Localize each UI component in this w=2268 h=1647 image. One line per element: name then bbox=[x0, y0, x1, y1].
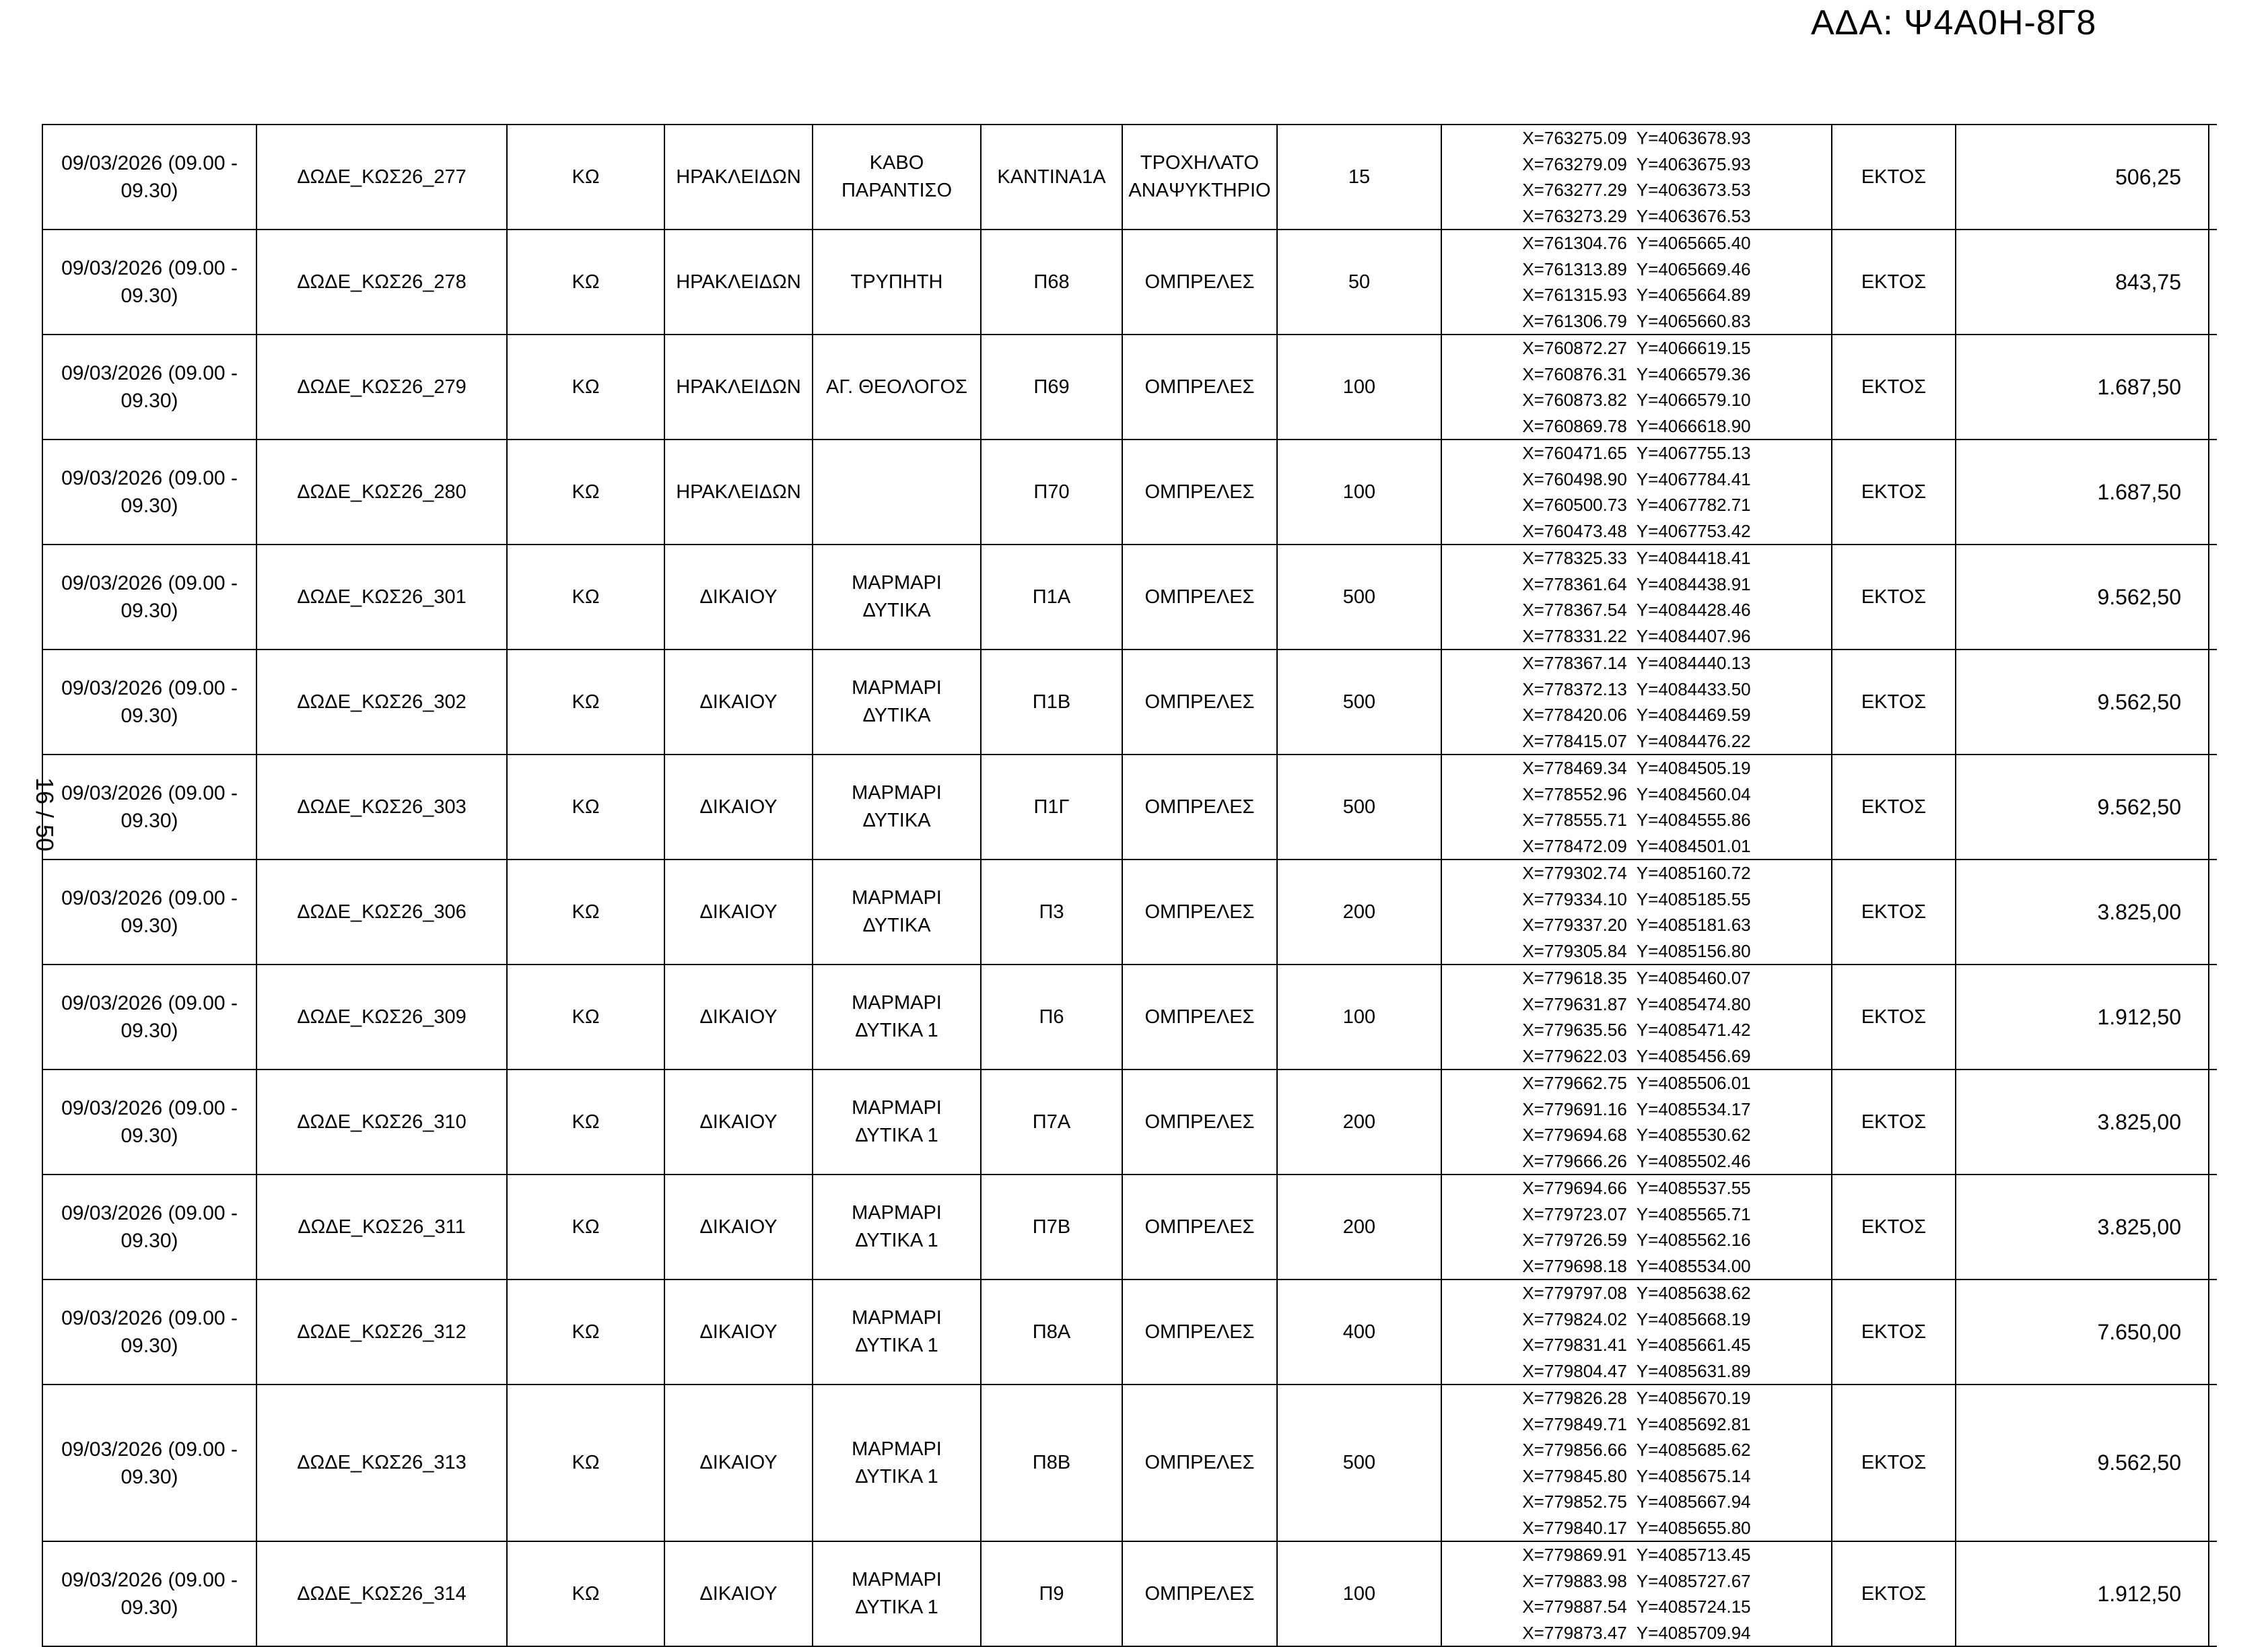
coordinate-line: X=778367.14 Y=4084440.13 bbox=[1522, 653, 1751, 673]
coordinate-line: X=779666.26 Y=4085502.46 bbox=[1522, 1150, 1751, 1171]
coordinate-line: X=779849.71 Y=4085692.81 bbox=[1522, 1413, 1751, 1434]
coordinate-line: X=778555.71 Y=4084555.86 bbox=[1522, 810, 1751, 830]
location-cell: ΜΑΡΜΑΡΙ ΔΥΤΙΚΑ 1 bbox=[813, 1175, 981, 1280]
spot-id-cell: Π8Β bbox=[981, 1385, 1122, 1541]
coordinate-line: X=779883.98 Y=4085727.67 bbox=[1522, 1570, 1751, 1591]
code-cell: ΔΩΔΕ_ΚΩΣ26_306 bbox=[256, 860, 507, 965]
price-cell: 9.562,50 bbox=[1956, 650, 2209, 755]
table-row bbox=[42, 755, 2217, 860]
coordinate-line: X=779691.16 Y=4085534.17 bbox=[1522, 1098, 1751, 1119]
coordinates-cell bbox=[1441, 650, 1832, 755]
table-row bbox=[42, 1385, 2217, 1541]
zone-cell: ΕΚΤΟΣ bbox=[1832, 755, 1956, 860]
table-edge-cell bbox=[2209, 335, 2217, 440]
price-cell: 9.562,50 bbox=[1956, 545, 2209, 650]
area-cell: 500 bbox=[1277, 1385, 1441, 1541]
date-cell: 09/03/2026 (09.00 - 09.30) bbox=[42, 230, 256, 335]
table-row bbox=[42, 860, 2217, 965]
use-cell: ΤΡΟΧΗΛΑΤΟ ΑΝΑΨΥΚΤΗΡΙΟ bbox=[1122, 125, 1277, 230]
coordinate-line: X=778372.13 Y=4084433.50 bbox=[1522, 678, 1751, 699]
coordinate-line: X=778472.09 Y=4084501.01 bbox=[1522, 835, 1751, 856]
date-cell: 09/03/2026 (09.00 - 09.30) bbox=[42, 965, 256, 1070]
table-row bbox=[42, 335, 2217, 440]
table-edge-cell bbox=[2209, 545, 2217, 650]
spot-id-cell: Π7Β bbox=[981, 1175, 1122, 1280]
island-cell: ΚΩ bbox=[507, 1385, 664, 1541]
table-edge-cell bbox=[2209, 1175, 2217, 1280]
spot-id-cell: Π1Β bbox=[981, 650, 1122, 755]
coordinate-line: X=760876.31 Y=4066579.36 bbox=[1522, 363, 1751, 384]
island-cell: ΚΩ bbox=[507, 1280, 664, 1385]
coordinate-line: X=779698.18 Y=4085534.00 bbox=[1522, 1255, 1751, 1276]
location-cell: ΚΑΒΟ ΠΑΡΑΝΤΙΣΟ bbox=[813, 125, 981, 230]
coordinate-line: X=763277.29 Y=4063673.53 bbox=[1522, 180, 1751, 200]
coordinate-line: X=778469.34 Y=4084505.19 bbox=[1522, 758, 1751, 778]
date-cell: 09/03/2026 (09.00 - 09.30) bbox=[42, 650, 256, 755]
island-cell: ΚΩ bbox=[507, 1541, 664, 1646]
table-edge-cell bbox=[2209, 860, 2217, 965]
table-row bbox=[42, 965, 2217, 1070]
municipal-unit-cell: ΔΙΚΑΙΟΥ bbox=[664, 650, 813, 755]
municipal-unit-cell: ΗΡΑΚΛΕΙΔΩΝ bbox=[664, 335, 813, 440]
spot-id-cell: Π8Α bbox=[981, 1280, 1122, 1385]
use-cell: ΟΜΠΡΕΛΕΣ bbox=[1122, 440, 1277, 545]
coordinates-cell bbox=[1441, 1070, 1832, 1175]
location-cell: ΜΑΡΜΑΡΙ ΔΥΤΙΚΑ 1 bbox=[813, 1541, 981, 1646]
code-cell: ΔΩΔΕ_ΚΩΣ26_310 bbox=[256, 1070, 507, 1175]
use-cell: ΟΜΠΡΕΛΕΣ bbox=[1122, 335, 1277, 440]
coordinate-line: X=779726.59 Y=4085562.16 bbox=[1522, 1230, 1751, 1250]
price-cell: 1.687,50 bbox=[1956, 335, 2209, 440]
island-cell: ΚΩ bbox=[507, 755, 664, 860]
zone-cell: ΕΚΤΟΣ bbox=[1832, 230, 1956, 335]
code-cell: ΔΩΔΕ_ΚΩΣ26_278 bbox=[256, 230, 507, 335]
municipal-unit-cell: ΗΡΑΚΛΕΙΔΩΝ bbox=[664, 440, 813, 545]
coordinate-line: X=779337.20 Y=4085181.63 bbox=[1522, 915, 1751, 935]
coordinate-line: X=779845.80 Y=4085675.14 bbox=[1522, 1465, 1751, 1486]
table-edge-cell bbox=[2209, 230, 2217, 335]
code-cell: ΔΩΔΕ_ΚΩΣ26_312 bbox=[256, 1280, 507, 1385]
zone-cell: ΕΚΤΟΣ bbox=[1832, 965, 1956, 1070]
area-cell: 200 bbox=[1277, 1175, 1441, 1280]
area-cell: 100 bbox=[1277, 1541, 1441, 1646]
coordinates-list bbox=[1442, 440, 1831, 544]
location-cell: ΑΓ. ΘΕΟΛΟΓΟΣ bbox=[813, 335, 981, 440]
date-cell: 09/03/2026 (09.00 - 09.30) bbox=[42, 1541, 256, 1646]
price-cell: 9.562,50 bbox=[1956, 1385, 2209, 1541]
location-cell: ΤΡΥΠΗΤΗ bbox=[813, 230, 981, 335]
date-cell: 09/03/2026 (09.00 - 09.30) bbox=[42, 1175, 256, 1280]
coordinate-line: X=779826.28 Y=4085670.19 bbox=[1522, 1388, 1751, 1408]
location-cell: ΜΑΡΜΑΡΙ ΔΥΤΙΚΑ 1 bbox=[813, 1280, 981, 1385]
price-cell: 7.650,00 bbox=[1956, 1280, 2209, 1385]
island-cell: ΚΩ bbox=[507, 125, 664, 230]
coordinate-line: X=778552.96 Y=4084560.04 bbox=[1522, 783, 1751, 804]
spot-id-cell: Π69 bbox=[981, 335, 1122, 440]
coordinate-line: X=763279.09 Y=4063675.93 bbox=[1522, 153, 1751, 174]
zone-cell: ΕΚΤΟΣ bbox=[1832, 1541, 1956, 1646]
coordinate-line: X=778415.07 Y=4084476.22 bbox=[1522, 730, 1751, 751]
coordinate-line: X=779302.74 Y=4085160.72 bbox=[1522, 863, 1751, 883]
ada-code: ΑΔΑ: Ψ4Α0Η-8Γ8 bbox=[1811, 3, 2097, 42]
island-cell: ΚΩ bbox=[507, 545, 664, 650]
coordinates-cell bbox=[1441, 965, 1832, 1070]
coordinates-list bbox=[1442, 1385, 1831, 1541]
coordinate-line: X=779887.54 Y=4085724.15 bbox=[1522, 1597, 1751, 1617]
location-cell: ΜΑΡΜΑΡΙ ΔΥΤΙΚΑ bbox=[813, 650, 981, 755]
code-cell: ΔΩΔΕ_ΚΩΣ26_314 bbox=[256, 1541, 507, 1646]
zone-cell: ΕΚΤΟΣ bbox=[1832, 1280, 1956, 1385]
code-cell: ΔΩΔΕ_ΚΩΣ26_277 bbox=[256, 125, 507, 230]
coordinate-line: X=779856.66 Y=4085685.62 bbox=[1522, 1440, 1751, 1460]
price-cell: 506,25 bbox=[1956, 125, 2209, 230]
zone-cell: ΕΚΤΟΣ bbox=[1832, 1385, 1956, 1541]
code-cell: ΔΩΔΕ_ΚΩΣ26_309 bbox=[256, 965, 507, 1070]
island-cell: ΚΩ bbox=[507, 650, 664, 755]
spot-id-cell: Π6 bbox=[981, 965, 1122, 1070]
island-cell: ΚΩ bbox=[507, 440, 664, 545]
document-sheet bbox=[42, 124, 2216, 1643]
spot-id-cell: Π68 bbox=[981, 230, 1122, 335]
spot-id-cell: Π1Γ bbox=[981, 755, 1122, 860]
coordinate-line: X=779334.10 Y=4085185.55 bbox=[1522, 888, 1751, 909]
municipal-unit-cell: ΗΡΑΚΛΕΙΔΩΝ bbox=[664, 230, 813, 335]
island-cell: ΚΩ bbox=[507, 1070, 664, 1175]
area-cell: 500 bbox=[1277, 650, 1441, 755]
coordinate-line: X=779305.84 Y=4085156.80 bbox=[1522, 940, 1751, 961]
area-cell: 50 bbox=[1277, 230, 1441, 335]
table-edge-cell bbox=[2209, 1070, 2217, 1175]
island-cell: ΚΩ bbox=[507, 1175, 664, 1280]
coordinate-line: X=779804.47 Y=4085631.89 bbox=[1522, 1360, 1751, 1381]
table-row bbox=[42, 650, 2217, 755]
coordinate-line: X=779618.35 Y=4085460.07 bbox=[1522, 968, 1751, 988]
location-cell: ΜΑΡΜΑΡΙ ΔΥΤΙΚΑ bbox=[813, 860, 981, 965]
coordinate-line: X=779694.66 Y=4085537.55 bbox=[1522, 1178, 1751, 1198]
coordinates-list bbox=[1442, 860, 1831, 964]
table-edge-cell bbox=[2209, 965, 2217, 1070]
coordinates-cell bbox=[1441, 1541, 1832, 1646]
municipal-unit-cell: ΗΡΑΚΛΕΙΔΩΝ bbox=[664, 125, 813, 230]
auction-table bbox=[42, 124, 2217, 1647]
table-edge-cell bbox=[2209, 1280, 2217, 1385]
page-number: 16 / 50 bbox=[31, 777, 59, 852]
coordinate-line: X=779635.56 Y=4085471.42 bbox=[1522, 1020, 1751, 1040]
spot-id-cell: Π9 bbox=[981, 1541, 1122, 1646]
coordinate-line: X=760500.73 Y=4067782.71 bbox=[1522, 495, 1751, 515]
municipal-unit-cell: ΔΙΚΑΙΟΥ bbox=[664, 860, 813, 965]
coordinate-line: X=779824.02 Y=4085668.19 bbox=[1522, 1308, 1751, 1329]
table-edge-cell bbox=[2209, 650, 2217, 755]
island-cell: ΚΩ bbox=[507, 335, 664, 440]
code-cell: ΔΩΔΕ_ΚΩΣ26_301 bbox=[256, 545, 507, 650]
date-cell: 09/03/2026 (09.00 - 09.30) bbox=[42, 860, 256, 965]
island-cell: ΚΩ bbox=[507, 965, 664, 1070]
table-edge-cell bbox=[2209, 1385, 2217, 1541]
price-cell: 3.825,00 bbox=[1956, 1070, 2209, 1175]
coordinates-cell bbox=[1441, 1175, 1832, 1280]
zone-cell: ΕΚΤΟΣ bbox=[1832, 545, 1956, 650]
area-cell: 100 bbox=[1277, 965, 1441, 1070]
table-row bbox=[42, 1541, 2217, 1646]
spot-id-cell: ΚΑΝΤΙΝΑ1Α bbox=[981, 125, 1122, 230]
use-cell: ΟΜΠΡΕΛΕΣ bbox=[1122, 1070, 1277, 1175]
island-cell: ΚΩ bbox=[507, 860, 664, 965]
coordinate-line: X=779622.03 Y=4085456.69 bbox=[1522, 1045, 1751, 1066]
coordinates-list bbox=[1442, 755, 1831, 859]
location-cell: ΜΑΡΜΑΡΙ ΔΥΤΙΚΑ bbox=[813, 755, 981, 860]
zone-cell: ΕΚΤΟΣ bbox=[1832, 1070, 1956, 1175]
coordinates-list bbox=[1442, 1280, 1831, 1384]
date-cell: 09/03/2026 (09.00 - 09.30) bbox=[42, 440, 256, 545]
use-cell: ΟΜΠΡΕΛΕΣ bbox=[1122, 1385, 1277, 1541]
coordinate-line: X=779840.17 Y=4085655.80 bbox=[1522, 1517, 1751, 1538]
use-cell: ΟΜΠΡΕΛΕΣ bbox=[1122, 545, 1277, 650]
price-cell: 3.825,00 bbox=[1956, 860, 2209, 965]
code-cell: ΔΩΔΕ_ΚΩΣ26_279 bbox=[256, 335, 507, 440]
use-cell: ΟΜΠΡΕΛΕΣ bbox=[1122, 860, 1277, 965]
price-cell: 3.825,00 bbox=[1956, 1175, 2209, 1280]
use-cell: ΟΜΠΡΕΛΕΣ bbox=[1122, 755, 1277, 860]
table-edge-cell bbox=[2209, 755, 2217, 860]
area-cell: 500 bbox=[1277, 545, 1441, 650]
location-cell: ΜΑΡΜΑΡΙ ΔΥΤΙΚΑ 1 bbox=[813, 965, 981, 1070]
coordinate-line: X=779694.68 Y=4085530.62 bbox=[1522, 1125, 1751, 1145]
coordinates-cell bbox=[1441, 230, 1832, 335]
area-cell: 200 bbox=[1277, 860, 1441, 965]
coordinate-line: X=760869.78 Y=4066618.90 bbox=[1522, 415, 1751, 436]
price-cell: 1.912,50 bbox=[1956, 965, 2209, 1070]
coordinate-line: X=779662.75 Y=4085506.01 bbox=[1522, 1073, 1751, 1093]
coordinate-line: X=778331.22 Y=4084407.96 bbox=[1522, 625, 1751, 646]
municipal-unit-cell: ΔΙΚΑΙΟΥ bbox=[664, 965, 813, 1070]
date-cell: 09/03/2026 (09.00 - 09.30) bbox=[42, 545, 256, 650]
coordinates-list bbox=[1442, 965, 1831, 1069]
code-cell: ΔΩΔΕ_ΚΩΣ26_313 bbox=[256, 1385, 507, 1541]
spot-id-cell: Π70 bbox=[981, 440, 1122, 545]
municipal-unit-cell: ΔΙΚΑΙΟΥ bbox=[664, 1385, 813, 1541]
municipal-unit-cell: ΔΙΚΑΙΟΥ bbox=[664, 1175, 813, 1280]
coordinates-cell bbox=[1441, 545, 1832, 650]
area-cell: 200 bbox=[1277, 1070, 1441, 1175]
table-row bbox=[42, 440, 2217, 545]
coordinates-cell bbox=[1441, 440, 1832, 545]
table-edge-cell bbox=[2209, 440, 2217, 545]
coordinate-line: X=761306.79 Y=4065660.83 bbox=[1522, 310, 1751, 331]
price-cell: 1.912,50 bbox=[1956, 1541, 2209, 1646]
table-row bbox=[42, 1175, 2217, 1280]
use-cell: ΟΜΠΡΕΛΕΣ bbox=[1122, 1541, 1277, 1646]
use-cell: ΟΜΠΡΕΛΕΣ bbox=[1122, 650, 1277, 755]
coordinate-line: X=778361.64 Y=4084438.91 bbox=[1522, 573, 1751, 594]
area-cell: 100 bbox=[1277, 335, 1441, 440]
use-cell: ΟΜΠΡΕΛΕΣ bbox=[1122, 1175, 1277, 1280]
use-cell: ΟΜΠΡΕΛΕΣ bbox=[1122, 230, 1277, 335]
spot-id-cell: Π7Α bbox=[981, 1070, 1122, 1175]
table-edge-cell bbox=[2209, 125, 2217, 230]
coordinates-cell bbox=[1441, 755, 1832, 860]
coordinates-list bbox=[1442, 1542, 1831, 1646]
municipal-unit-cell: ΔΙΚΑΙΟΥ bbox=[664, 1070, 813, 1175]
code-cell: ΔΩΔΕ_ΚΩΣ26_303 bbox=[256, 755, 507, 860]
zone-cell: ΕΚΤΟΣ bbox=[1832, 1175, 1956, 1280]
table-row bbox=[42, 125, 2217, 230]
island-cell: ΚΩ bbox=[507, 230, 664, 335]
code-cell: ΔΩΔΕ_ΚΩΣ26_280 bbox=[256, 440, 507, 545]
location-cell: ΜΑΡΜΑΡΙ ΔΥΤΙΚΑ 1 bbox=[813, 1385, 981, 1541]
municipal-unit-cell: ΔΙΚΑΙΟΥ bbox=[664, 1541, 813, 1646]
table-body bbox=[42, 125, 2217, 1646]
zone-cell: ΕΚΤΟΣ bbox=[1832, 125, 1956, 230]
date-cell: 09/03/2026 (09.00 - 09.30) bbox=[42, 335, 256, 440]
coordinate-line: X=761304.76 Y=4065665.40 bbox=[1522, 233, 1751, 253]
coordinates-list bbox=[1442, 650, 1831, 754]
coordinate-line: X=760873.82 Y=4066579.10 bbox=[1522, 390, 1751, 410]
coordinate-line: X=779631.87 Y=4085474.80 bbox=[1522, 993, 1751, 1014]
coordinate-line: X=763275.09 Y=4063678.93 bbox=[1522, 128, 1751, 148]
code-cell: ΔΩΔΕ_ΚΩΣ26_311 bbox=[256, 1175, 507, 1280]
zone-cell: ΕΚΤΟΣ bbox=[1832, 335, 1956, 440]
area-cell: 100 bbox=[1277, 440, 1441, 545]
coordinates-list bbox=[1442, 125, 1831, 229]
date-cell: 09/03/2026 (09.00 - 09.30) bbox=[42, 755, 256, 860]
coordinates-cell bbox=[1441, 1280, 1832, 1385]
coordinate-line: X=779869.91 Y=4085713.45 bbox=[1522, 1545, 1751, 1565]
coordinate-line: X=779873.47 Y=4085709.94 bbox=[1522, 1622, 1751, 1643]
coordinates-list bbox=[1442, 230, 1831, 334]
coordinate-line: X=760471.65 Y=4067755.13 bbox=[1522, 443, 1751, 463]
coordinate-line: X=778420.06 Y=4084469.59 bbox=[1522, 705, 1751, 725]
date-cell: 09/03/2026 (09.00 - 09.30) bbox=[42, 1385, 256, 1541]
municipal-unit-cell: ΔΙΚΑΙΟΥ bbox=[664, 755, 813, 860]
location-cell: ΜΑΡΜΑΡΙ ΔΥΤΙΚΑ 1 bbox=[813, 1070, 981, 1175]
location-cell: ΜΑΡΜΑΡΙ ΔΥΤΙΚΑ bbox=[813, 545, 981, 650]
coordinate-line: X=761315.93 Y=4065664.89 bbox=[1522, 285, 1751, 305]
price-cell: 843,75 bbox=[1956, 230, 2209, 335]
coordinates-cell bbox=[1441, 860, 1832, 965]
coordinates-cell bbox=[1441, 125, 1832, 230]
coordinate-line: X=779831.41 Y=4085661.45 bbox=[1522, 1335, 1751, 1355]
date-cell: 09/03/2026 (09.00 - 09.30) bbox=[42, 125, 256, 230]
use-cell: ΟΜΠΡΕΛΕΣ bbox=[1122, 965, 1277, 1070]
coordinates-list bbox=[1442, 545, 1831, 649]
coordinate-line: X=760498.90 Y=4067784.41 bbox=[1522, 468, 1751, 489]
coordinate-line: X=760473.48 Y=4067753.42 bbox=[1522, 520, 1751, 541]
coordinate-line: X=779852.75 Y=4085667.94 bbox=[1522, 1492, 1751, 1512]
table-row bbox=[42, 230, 2217, 335]
table-edge-cell bbox=[2209, 1541, 2217, 1646]
date-cell: 09/03/2026 (09.00 - 09.30) bbox=[42, 1070, 256, 1175]
price-cell: 1.687,50 bbox=[1956, 440, 2209, 545]
coordinates-cell bbox=[1441, 1385, 1832, 1541]
coordinate-line: X=760872.27 Y=4066619.15 bbox=[1522, 338, 1751, 358]
date-cell: 09/03/2026 (09.00 - 09.30) bbox=[42, 1280, 256, 1385]
spot-id-cell: Π3 bbox=[981, 860, 1122, 965]
location-cell bbox=[813, 440, 981, 545]
coordinate-line: X=778325.33 Y=4084418.41 bbox=[1522, 548, 1751, 568]
zone-cell: ΕΚΤΟΣ bbox=[1832, 440, 1956, 545]
table-row bbox=[42, 545, 2217, 650]
coordinates-list bbox=[1442, 1070, 1831, 1174]
coordinate-line: X=779797.08 Y=4085638.62 bbox=[1522, 1283, 1751, 1303]
zone-cell: ΕΚΤΟΣ bbox=[1832, 860, 1956, 965]
price-cell: 9.562,50 bbox=[1956, 755, 2209, 860]
coordinate-line: X=778367.54 Y=4084428.46 bbox=[1522, 600, 1751, 620]
coordinates-cell bbox=[1441, 335, 1832, 440]
area-cell: 500 bbox=[1277, 755, 1441, 860]
zone-cell: ΕΚΤΟΣ bbox=[1832, 650, 1956, 755]
spot-id-cell: Π1Α bbox=[981, 545, 1122, 650]
use-cell: ΟΜΠΡΕΛΕΣ bbox=[1122, 1280, 1277, 1385]
table-row bbox=[42, 1070, 2217, 1175]
coordinate-line: X=763273.29 Y=4063676.53 bbox=[1522, 205, 1751, 226]
table-row bbox=[42, 1280, 2217, 1385]
coordinate-line: X=761313.89 Y=4065669.46 bbox=[1522, 258, 1751, 279]
coordinates-list bbox=[1442, 335, 1831, 439]
code-cell: ΔΩΔΕ_ΚΩΣ26_302 bbox=[256, 650, 507, 755]
area-cell: 400 bbox=[1277, 1280, 1441, 1385]
area-cell: 15 bbox=[1277, 125, 1441, 230]
municipal-unit-cell: ΔΙΚΑΙΟΥ bbox=[664, 1280, 813, 1385]
coordinates-list bbox=[1442, 1175, 1831, 1279]
municipal-unit-cell: ΔΙΚΑΙΟΥ bbox=[664, 545, 813, 650]
coordinate-line: X=779723.07 Y=4085565.71 bbox=[1522, 1203, 1751, 1224]
